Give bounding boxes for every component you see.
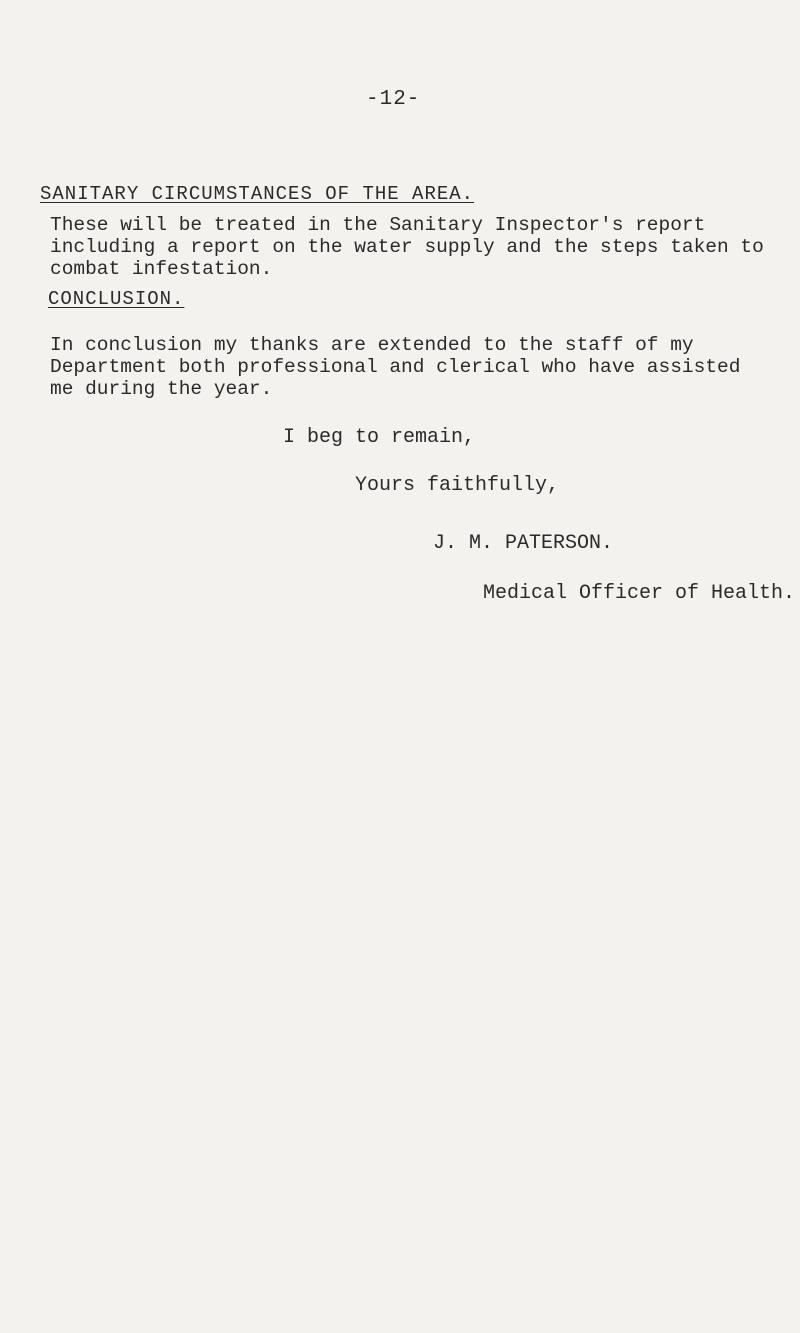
signature-valediction: Yours faithfully, — [355, 474, 560, 497]
section-body-conclusion: In conclusion my thanks are extended to the staff of my Department both professional and clerical who have assisted me during the year. — [50, 334, 741, 400]
signature-title: Medical Officer of Health. — [483, 582, 796, 605]
signature-name: J. M. PATERSON. — [433, 532, 614, 555]
section-heading-sanitary: SANITARY CIRCUMSTANCES OF THE AREA. — [40, 183, 475, 205]
section-heading-conclusion: CONCLUSION. — [48, 288, 185, 310]
signature-closing: I beg to remain, — [283, 426, 476, 449]
section-body-sanitary: These will be treated in the Sanitary Inspector's report including a report on the water supply and the steps taken to combat infestation. — [50, 214, 764, 280]
page-number: -12- — [366, 88, 421, 111]
